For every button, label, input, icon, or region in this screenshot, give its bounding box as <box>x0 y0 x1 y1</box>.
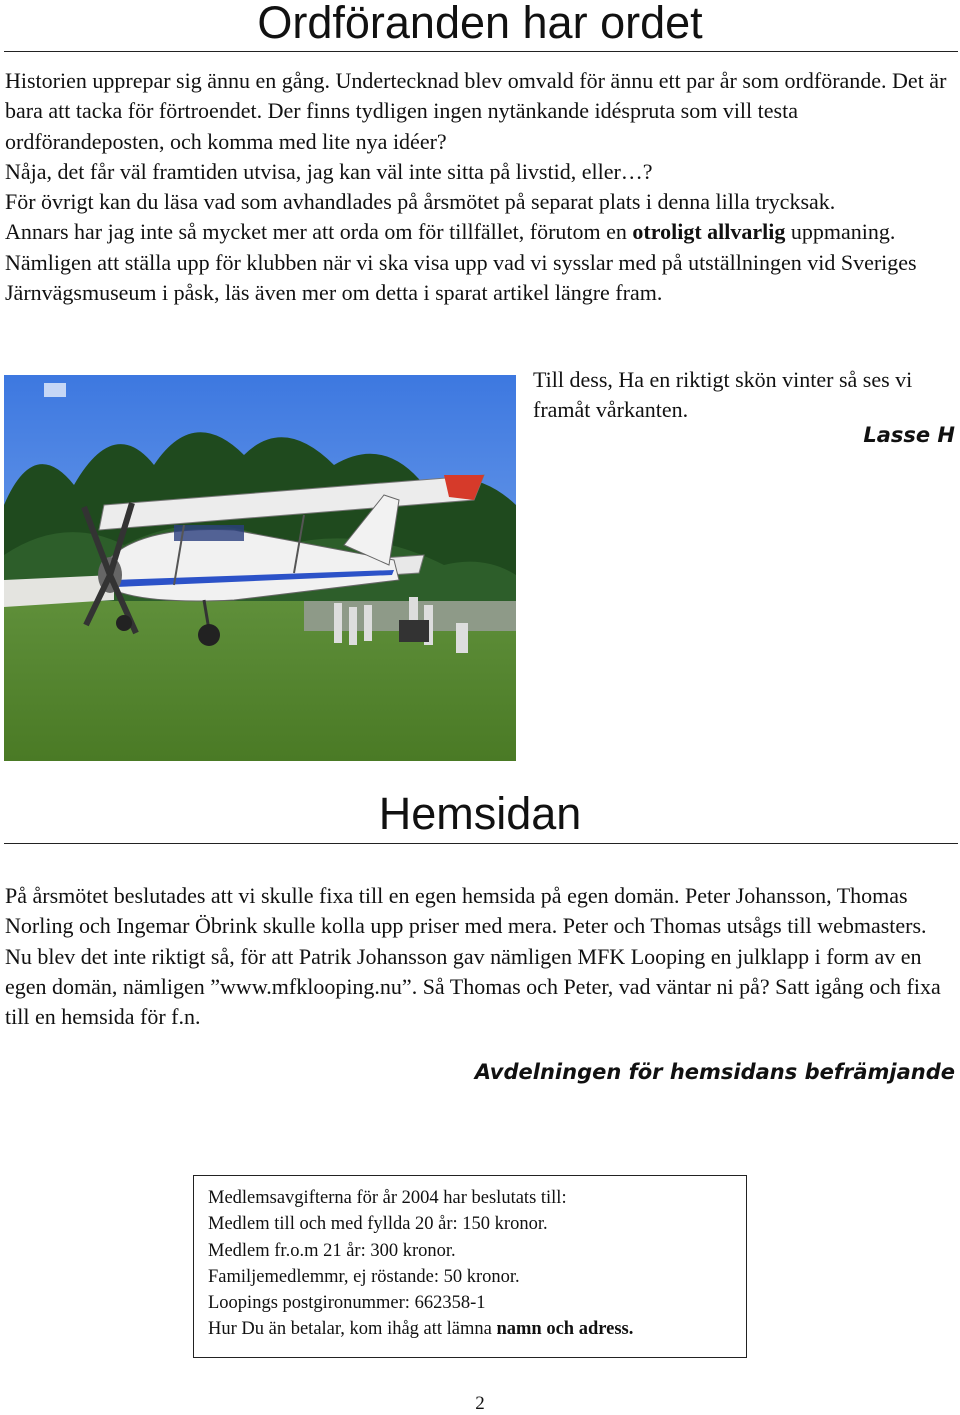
signature: Avdelningen för hemsidans befrämjande <box>474 1060 955 1084</box>
paragraph: Historien upprepar sig ännu en gång. Undertecknad blev omvald för ännu ett par år som ordförande. Det är bara att tacka för förtroendet. Der finns tydligen ingen nytänkande idéspruta som vill testa ordförandeposten, och komma med lite nya idéer? <box>5 68 947 154</box>
paragraph-text: uppmaning. Nämligen att ställa upp för klubben när vi ska visa upp vad vi sysslar med på utställningen vid Sveriges Järnvägsmuseum i påsk, läs även mer om detta i sparat artikel längre fram. <box>5 219 917 306</box>
signature: Lasse H <box>863 423 955 447</box>
fee-line: Medlem fr.o.m 21 år: 300 kronor. <box>208 1240 456 1261</box>
paragraph: För övrigt kan du läsa vad som avhandlades på årsmötet på separat plats i denna lilla trycksak. <box>5 189 836 215</box>
closing-text: Till dess, Ha en riktigt skön vinter så ses vi framåt vårkanten. <box>533 367 913 422</box>
fee-line-text: Hur Du än betalar, kom ihåg att lämna <box>208 1319 492 1340</box>
section-rule <box>4 843 958 844</box>
fee-line <box>208 1316 746 1342</box>
chairman-text <box>5 66 950 308</box>
fee-line: Medlemsavgifterna för år 2004 har beslutats till: <box>208 1188 567 1208</box>
airplane-photo-illustration <box>4 375 516 761</box>
paragraph-text: Annars har jag inte så mycket mer att orda om för tillfället, förutom en <box>5 219 627 245</box>
title-rule <box>4 51 958 52</box>
emphasis-text: otroligt allvarlig <box>632 219 786 245</box>
airplane-photo <box>4 375 516 761</box>
fee-line: Familjemedlemmr, ej röstande: 50 kronor. <box>208 1266 520 1287</box>
section-title: Hemsidan <box>378 788 582 839</box>
page-number: 2 <box>475 1393 485 1414</box>
fee-line: Loopings postgironummer: 662358-1 <box>208 1293 486 1314</box>
paragraph <box>5 217 950 308</box>
page-title: Ordföranden har ordet <box>257 0 703 48</box>
emphasis-text: namn och adress. <box>496 1319 634 1340</box>
website-text: På årsmötet beslutades att vi skulle fixa till en egen hemsida på egen domän. Peter Johansson, Thomas Norling och Ingemar Öbrink skulle kolla upp priser med mera. Peter och Thomas utsågs till webmasters. Nu blev det inte riktigt så, för att Patrik Johansson gav nämligen MFK Looping en julklapp i form av en egen domän, nämligen ”www.mfklooping.nu”. Så Thomas och Peter, vad väntar ni på? Satt igång och fixa till en hemsida för f.n. <box>5 883 941 1030</box>
fee-line: Medlem till och med fyllda 20 år: 150 kronor. <box>208 1214 548 1235</box>
paragraph: Nåja, det får väl framtiden utvisa, jag kan väl inte sitta på livstid, eller…? <box>5 158 653 184</box>
membership-fee-box <box>193 1175 747 1358</box>
